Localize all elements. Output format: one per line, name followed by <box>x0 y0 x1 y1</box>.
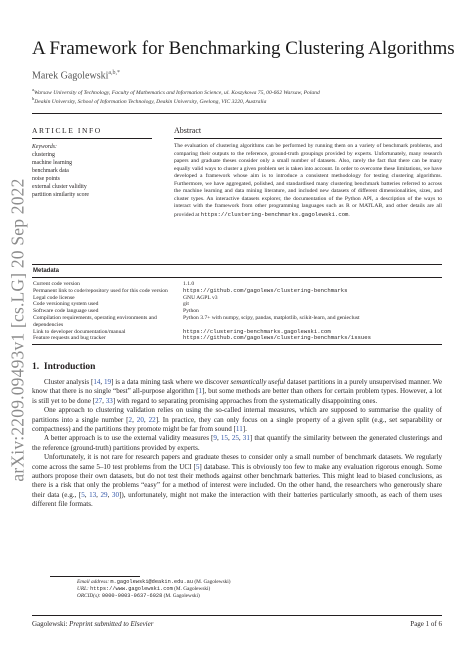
footnote-suffix: (M. Gagolewski) <box>172 586 211 593</box>
citation-link[interactable]: 14 <box>93 378 101 386</box>
metadata-value: git <box>183 301 189 308</box>
footer-preprint-note: Preprint submitted to Elsevier <box>69 620 154 628</box>
paragraph-text: , <box>143 415 149 424</box>
metadata-rows <box>32 278 442 345</box>
footer-author: Gagolewski: <box>32 620 68 628</box>
citation-link[interactable]: 22 <box>148 415 156 424</box>
metadata-value: GNU AGPL v3 <box>183 294 218 301</box>
keyword-item: machine learning <box>32 160 73 166</box>
paragraph-text: , <box>102 396 106 405</box>
metadata-row <box>32 295 442 302</box>
keyword-item: benchmark data <box>32 168 69 174</box>
keyword-item: external cluster validity <box>32 184 87 190</box>
paragraph-text: , <box>84 490 90 499</box>
metadata-table <box>32 264 442 345</box>
citation-link[interactable]: 5 <box>195 462 200 471</box>
author-line <box>32 70 120 81</box>
footnotes <box>32 576 442 601</box>
citation-link[interactable]: 13 <box>89 490 97 499</box>
section-heading <box>32 362 95 372</box>
emphasis-text: semantically useful <box>230 378 286 386</box>
author-name: Marek Gagolewski <box>32 70 109 82</box>
keyword-item: noise points <box>32 176 60 182</box>
metadata-key: Current code version <box>33 281 80 287</box>
intro-paragraph <box>32 453 442 509</box>
article-info-heading: ARTICLE INFO <box>32 126 102 135</box>
author-marks: a,b,* <box>108 70 121 76</box>
intro-paragraph <box>32 406 442 434</box>
paragraph-text: ], but some methods are better than others for certain problem types. However, a lot is still yet to be done [ <box>32 387 442 405</box>
metadata-row <box>32 288 442 295</box>
citation-link[interactable]: 1 <box>198 387 203 396</box>
metadata-value: Python 3.7+ with numpy, scipy, pandas, matplotlib, scikit-learn, and genieclust <box>183 314 360 321</box>
intro-paragraph <box>32 378 442 406</box>
affiliation-text: Warsaw University of Technology, Faculty of Mathematics and Information Science, ul. Koszykowa 75, 00-662 Warsaw, Poland <box>34 89 320 96</box>
metadata-key: Software code language used <box>33 308 99 315</box>
paragraph-text: , <box>238 434 243 443</box>
abstract-text: The evaluation of clustering algorithms can be performed by running them on a variety of benchmark problems, and comparing their outputs to the reference, ground-truth groupings provided by experts. Unfortunately, many research papers and graduate theses consider only a small number of datasets. Also, rarely the fact that there can be many equally valid ways to cluster a given problem set is taken into account. In order to overcome these limitations, we have developed a framework whose aim is to introduce a consistent methodology for testing clustering algorithms. Furthermore, we have aggregated, polished, and standardised many clustering benchmark batteries referred to across the machine learning and data mining literature, and included new datasets of different dimensionalities, sizes, and cluster types. An interactive datasets explorer, the documentation of the Python API, a description of the ways to interact with the framework from other programming languages such as R or MATLAB, and other details are all provided at <box>174 143 442 218</box>
intro-paragraph <box>32 434 442 453</box>
citation-link[interactable]: 25 <box>231 434 239 443</box>
paragraph-text: ]. In practice, they can only focus on a single property of a given split (e.g., set separability or compactness) and the partitions they promote might be far from sound [ <box>32 415 443 434</box>
footnote-list <box>32 577 442 601</box>
footnote-label: Email address: <box>77 579 110 585</box>
citation-link[interactable]: 19 <box>103 378 112 386</box>
metadata-key: Legal code license <box>33 294 75 301</box>
footer-left <box>32 620 153 628</box>
citation-link[interactable]: 27 <box>95 396 103 405</box>
footnote-value[interactable]: m.gagolewski@deakin.edu.au <box>110 579 194 585</box>
article-info-divider <box>32 138 152 139</box>
citation-link[interactable]: 31 <box>242 434 250 443</box>
citation-link[interactable]: 9 <box>213 434 217 443</box>
paragraph-text: A better approach is to use the external validity measures [ <box>44 434 214 443</box>
citation-link[interactable]: 30 <box>111 490 120 499</box>
arxiv-side-label <box>6 140 30 520</box>
metadata-value: Python <box>183 308 199 315</box>
paragraph-text: dataset partitions in a purely unsupervised manner. We know that there is no single “best” all-purpose algorithm [ <box>32 378 442 396</box>
affiliation-mark: a <box>32 87 34 92</box>
footnote-value[interactable]: 0000-0003-0637-6028 <box>101 593 163 600</box>
paragraph-text: , <box>216 434 221 443</box>
keywords-block <box>32 143 89 199</box>
metadata-link[interactable]: https://clustering-benchmarks.gagolewski.com <box>183 327 331 335</box>
paragraph-text: , <box>132 415 137 424</box>
page-number: Page 1 of 6 <box>410 620 442 628</box>
citation-link[interactable]: 20 <box>136 415 144 424</box>
citation-link[interactable]: 11 <box>235 425 243 434</box>
metadata-row <box>32 315 442 329</box>
paper-title: A Framework for Benchmarking Clustering Algorithms <box>32 38 455 59</box>
introduction-body <box>32 378 442 510</box>
paragraph-text: ] database. This is obviously too few to make any evaluation rigorous enough. Some authors propose their own datasets, but do not test their methods against other benchmark batteries. This might lead to biased conclusions, as there is a risk that only the problems “easy” for a method of interest were included. On the other hand, the researchers who generously share their data (e.g., [ <box>32 462 442 499</box>
keyword-item: clustering <box>32 152 55 158</box>
affiliation-b <box>32 96 266 105</box>
keywords-list <box>32 151 89 199</box>
metadata-key: Feature requests and bug tracker <box>33 335 106 342</box>
footnote-label: URL: <box>77 586 89 593</box>
metadata-key: Compilation requirements, operating environments and dependencies <box>33 314 157 328</box>
footnote-suffix: (M. Gagolewski) <box>162 593 200 600</box>
footnote-value[interactable]: https://www.gagolewski.com <box>90 586 173 593</box>
footnote-item <box>77 593 442 600</box>
metadata-link[interactable]: https://github.com/gagolews/clustering-benchmarks <box>183 286 348 294</box>
citation-link[interactable]: 5 <box>81 490 85 499</box>
paragraph-text: Unfortunately, it is not rare for research papers and graduate theses to consider only a small number of benchmark datasets. We regularly come across the same 5–10 test problems from the UCI [ <box>32 453 442 471</box>
abstract-divider <box>174 138 442 139</box>
metadata-row <box>32 335 442 342</box>
page-footer <box>32 615 442 628</box>
footnote-label: ORCID(s): <box>77 593 101 600</box>
paragraph-text: ]), unfortunately, might not make the interaction with their batteries particularly smooth, as each of them uses different file formats. <box>32 490 443 509</box>
keywords-label: Keywords: <box>32 144 57 150</box>
metadata-row <box>32 308 442 315</box>
arxiv-identifier: arXiv:2209.09493v1 [cs.LG] 20 Sep 2022 <box>7 178 28 482</box>
metadata-heading: Metadata <box>32 264 442 278</box>
paragraph-text: ]. <box>242 425 247 434</box>
paragraph-text: , <box>227 434 232 443</box>
footnote-suffix: (M. Gagolewski) <box>193 579 231 585</box>
paragraph-text: ] with regard to separating promising approaches from the systematically disappointing ones. <box>112 396 378 405</box>
paragraph-text: ] that quantify the similarity between the generated clusterings and the reference (ground-truth) partitions provided by experts. <box>32 434 443 452</box>
citation-link[interactable]: 29 <box>100 490 108 499</box>
paragraph-text: , <box>96 490 101 499</box>
affiliation-text: Deakin University, School of Information Technology, Deakin University, Geelong, VIC 3220, Australia <box>34 98 267 105</box>
metadata-value: 1.1.0 <box>183 281 195 287</box>
paragraph-text: , <box>100 378 104 386</box>
affiliation-a <box>32 87 320 96</box>
header-divider <box>32 113 442 114</box>
citation-link[interactable]: 33 <box>105 396 113 405</box>
abstract-heading: Abstract <box>174 126 202 135</box>
affiliation-mark: b <box>32 96 35 101</box>
paragraph-text: ] is a data mining task where we discover <box>111 378 231 386</box>
citation-link[interactable]: 15 <box>220 434 228 443</box>
metadata-key: Code versioning system used <box>33 301 99 308</box>
metadata-key: Link to developer documentation/manual <box>33 328 126 335</box>
citation-link[interactable]: 2 <box>128 415 133 424</box>
metadata-link[interactable]: https://github.com/gagolews/clustering-benchmarks/issues <box>183 334 371 342</box>
section-number: 1. <box>32 362 40 372</box>
abstract-url-link[interactable]: https://clustering-benchmarks.gagolewski.com <box>200 210 349 218</box>
keyword-item: partition similarity score <box>32 192 89 198</box>
paragraph-text: One approach to clustering validation relies on using the so-called internal measures, which are supposed to summarise the quality of partitions into a single number [ <box>32 406 442 424</box>
metadata-key: Permanent link to code/repository used for this code version <box>33 287 168 294</box>
abstract-end: . <box>348 211 350 218</box>
paragraph-text: Cluster analysis [ <box>44 378 94 386</box>
paragraph-text: , <box>107 490 112 499</box>
section-title: Introduction <box>43 362 96 372</box>
abstract-body <box>174 143 442 219</box>
